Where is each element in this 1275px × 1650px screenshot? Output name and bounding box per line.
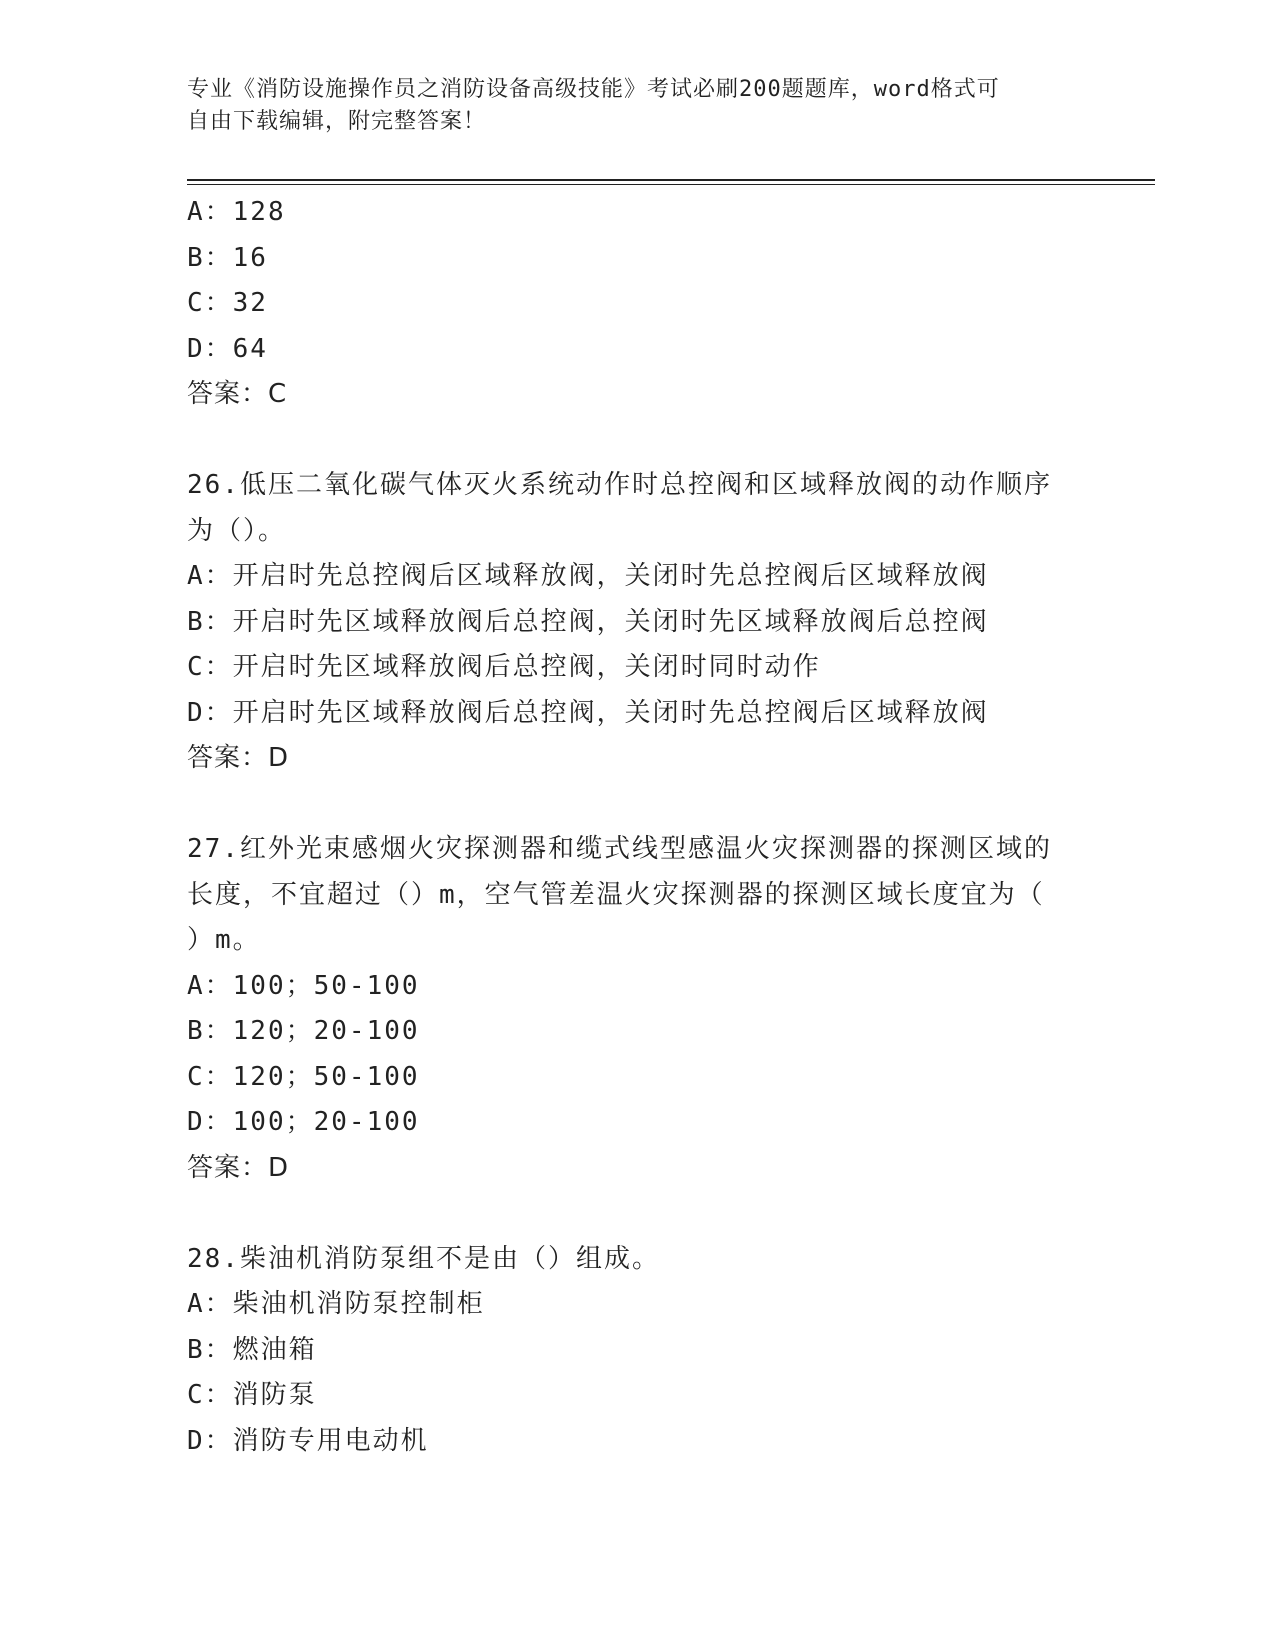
question-27	[187, 827, 1087, 1191]
answer: 答案：D	[187, 743, 290, 773]
header-divider-thick	[187, 179, 1155, 181]
question-stem: 为（）。	[187, 515, 287, 546]
header-divider-thin	[187, 184, 1155, 185]
option-c: C：120；50-100	[187, 1061, 420, 1092]
option-b: B：16	[187, 242, 268, 273]
question-28	[187, 1237, 1087, 1465]
document-header	[187, 74, 1067, 138]
option-c: C：消防泵	[187, 1380, 317, 1410]
option-a: A：柴油机消防泵控制柜	[187, 1289, 485, 1319]
option-c: C：开启时先区域释放阀后总控阀，关闭时同时动作	[187, 652, 821, 682]
question-stem: 28.柴油机消防泵组不是由（）组成。	[187, 1243, 660, 1274]
option-a: A：128	[187, 197, 286, 227]
option-b: B：燃油箱	[187, 1334, 317, 1365]
header-line-2: 自由下载编辑，附完整答案！	[187, 109, 487, 134]
option-d: D：消防专用电动机	[187, 1425, 429, 1456]
question-25	[187, 190, 1087, 418]
option-d: D：64	[187, 333, 268, 364]
question-stem: 26.低压二氧化碳气体灭火系统动作时总控阀和区域释放阀的动作顺序	[187, 470, 1052, 500]
option-a: A：开启时先总控阀后区域释放阀，关闭时先总控阀后区域释放阀	[187, 561, 989, 591]
option-b: B：120；20-100	[187, 1016, 420, 1046]
question-stem: ）m。	[187, 925, 261, 955]
question-list	[187, 190, 1087, 1464]
option-d: D：开启时先区域释放阀后总控阀，关闭时先总控阀后区域释放阀	[187, 697, 989, 728]
answer: 答案：D	[187, 1152, 290, 1183]
option-b: B：开启时先区域释放阀后总控阀，关闭时先区域释放阀后总控阀	[187, 606, 989, 637]
question-stem: 27.红外光束感烟火灾探测器和缆式线型感温火灾探测器的探测区域的	[187, 834, 1052, 864]
option-a: A：100；50-100	[187, 970, 420, 1001]
header-line-1: 专业《消防设施操作员之消防设备高级技能》考试必刷200题题库，word格式可	[187, 77, 1000, 102]
answer: 答案：C	[187, 379, 288, 409]
question-stem: 长度，不宜超过（）m，空气管差温火灾探测器的探测区域长度宜为（	[187, 879, 1045, 910]
option-d: D：100；20-100	[187, 1107, 420, 1137]
option-c: C：32	[187, 288, 268, 318]
question-26	[187, 463, 1087, 782]
